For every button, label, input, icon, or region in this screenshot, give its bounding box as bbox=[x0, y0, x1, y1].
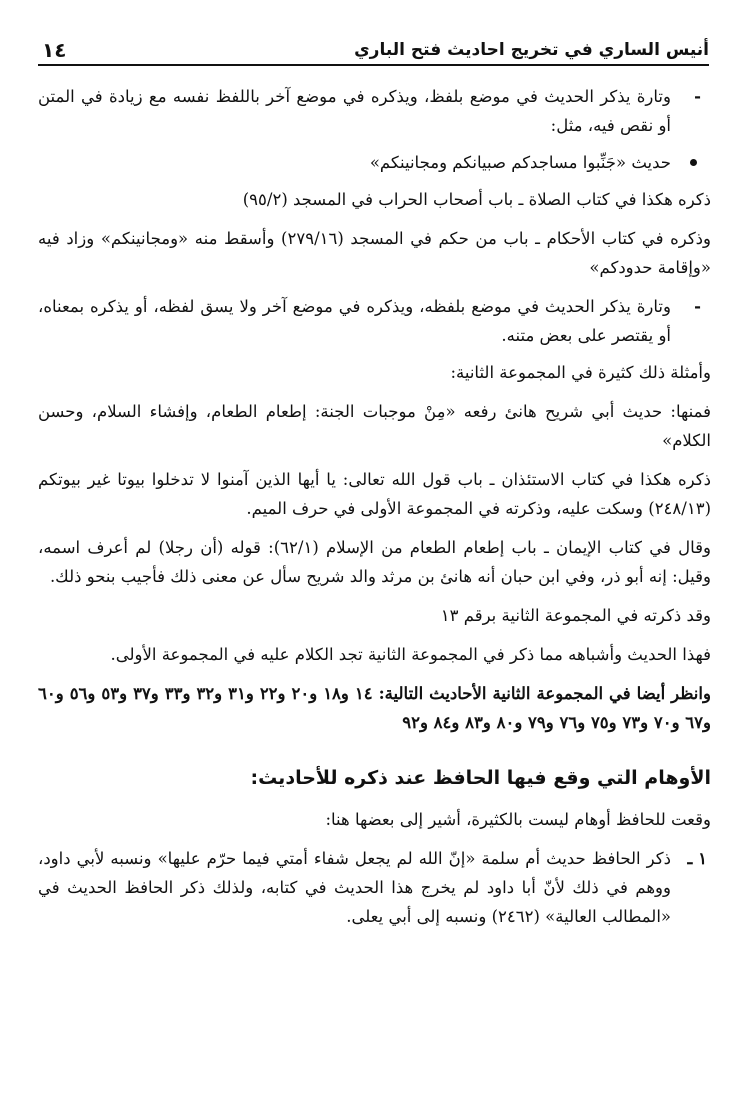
paragraph: وقال في كتاب الإيمان ـ باب إطعام الطعام من الإسلام (٦٢/١): قوله (أن رجلا) لم أعرف اسمه، وقيل: إنه أبو ذر، وفي ابن حبان أنه هانئ بن مرثد والد شريح سأل عن معنى ذلك فأجيب بنحو ذلك. bbox=[38, 538, 711, 586]
paragraph: وقد ذكرته في المجموعة الثانية برقم ١٣ bbox=[440, 606, 711, 625]
paragraph: ذكره هكذا في كتاب الاستئذان ـ باب قول الله تعالى: يا أيها الذين آمنوا لا تدخلوا بيوتا غير بيوتكم (٢٤٨/١٣) وسكت عليه، وذكرته في المجموعة الأولى في حرف الميم. bbox=[38, 470, 711, 518]
section-heading: الأوهام التي وقع فيها الحافظ عند ذكره للأحاديث: bbox=[250, 767, 711, 789]
bullet-icon bbox=[690, 159, 697, 166]
list-item-dash bbox=[38, 292, 711, 350]
running-title: أنيس الساري في تخريج احاديث فتح الباري bbox=[354, 40, 709, 60]
item-text: وتارة يذكر الحديث في موضع بلفظه، ويذكره في موضع آخر ولا يسق لفظه، أو يذكره بمعناه، أو يقتصر على بعض متنه. bbox=[38, 297, 671, 345]
item-text: وتارة يذكر الحديث في موضع بلفظ، ويذكره في موضع آخر باللفظ نفسه مع زيادة في المتن أو نقص فيه، مثل: bbox=[38, 87, 671, 135]
number-marker: ١ ـ bbox=[687, 849, 707, 868]
list-item-dash bbox=[38, 82, 711, 140]
item-text: ذكر الحافظ حديث أم سلمة «إنّ الله لم يجعل شفاء أمتي فيما حرّم عليها» ونسبه لأبي داود، ووهم في ذلك لأنّ أبا داود لم يخرج هذا الحديث في كتابه، ولذلك ذكر الحافظ الحديث في «المطالب العالية» (٢٤٦٢) ونسبه إلى أبي يعلى. bbox=[38, 849, 671, 926]
list-item-bullet bbox=[38, 148, 711, 177]
paragraph: فمنها: حديث أبي شريح هانئ رفعه «مِنْ موجبات الجنة: إطعام الطعام، وإفشاء السلام، وحسن الكلام» bbox=[38, 402, 711, 450]
item-text: حديث «جَنِّبوا مساجدكم صبيانكم ومجانينكم» bbox=[369, 153, 671, 172]
paragraph: فهذا الحديث وأشباهه مما ذكر في المجموعة الثانية تجد الكلام عليه في المجموعة الأولى. bbox=[110, 645, 711, 664]
dash-marker: - bbox=[694, 297, 701, 316]
paragraph: وقعت للحافظ أوهام ليست بالكثيرة، أشير إلى بعضها هنا: bbox=[325, 810, 711, 829]
dash-marker: - bbox=[694, 87, 701, 106]
page-header bbox=[38, 28, 709, 66]
page-body bbox=[38, 82, 711, 939]
paragraph: ذكره هكذا في كتاب الصلاة ـ باب أصحاب الحراب في المسجد (٩٥/٢) bbox=[242, 190, 711, 209]
paragraph: وذكره في كتاب الأحكام ـ باب من حكم في المسجد (٢٧٩/١٦) وأسقط منه «ومجانينكم» وزاد فيه «وإقامة حدودكم» bbox=[38, 229, 711, 277]
paragraph-number-list: وانظر أيضا في المجموعة الثانية الأحاديث التالية: ١٤ و١٨ و٢٠ و٢٢ و٣١ و٣٢ و٣٣ و٣٧ و٥٣ و٥٦ و٦٠ و٦٧ و٧٠ و٧٣ و٧٥ و٧٦ و٧٩ و٨٠ و٨٣ و٨٤ و٩٢ bbox=[38, 684, 711, 732]
paragraph: وأمثلة ذلك كثيرة في المجموعة الثانية: bbox=[450, 363, 711, 382]
list-item-numbered bbox=[38, 844, 711, 931]
page-number: ١٤ bbox=[42, 38, 67, 62]
